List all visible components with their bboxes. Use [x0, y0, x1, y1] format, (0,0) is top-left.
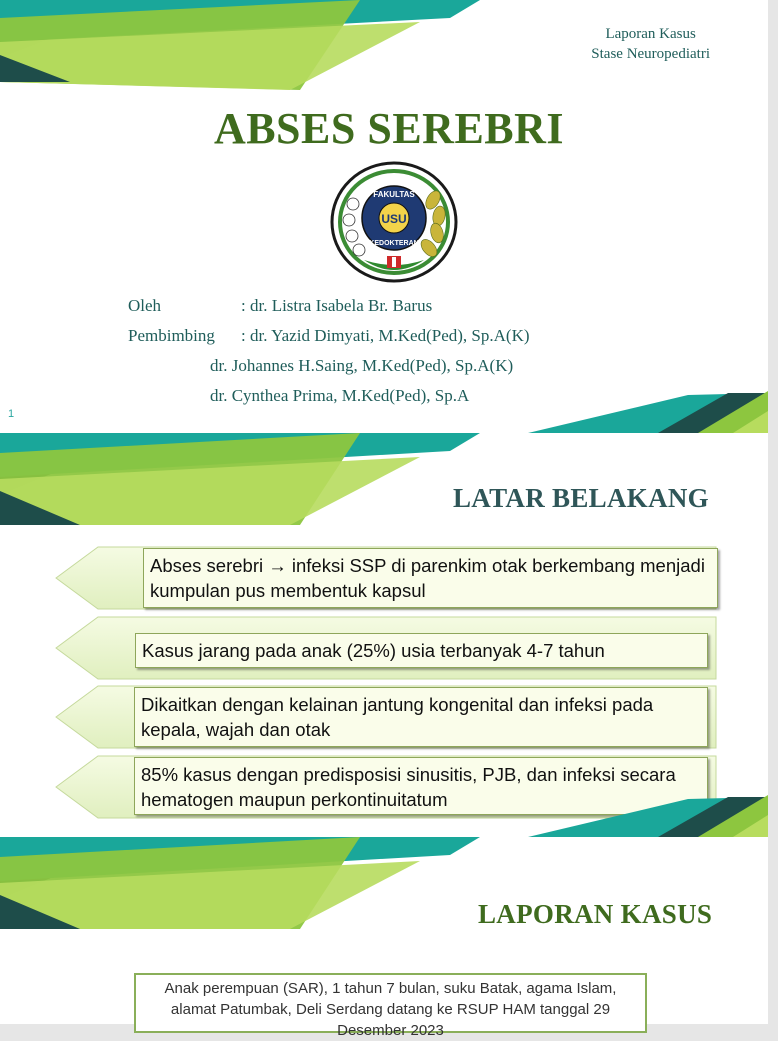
header-line-2: Stase Neuropediatri	[591, 46, 710, 62]
bottom-right-decoration	[528, 393, 768, 433]
pembimbing-value: : dr. Yazid Dimyati, M.Ked(Ped), Sp.A(K)	[241, 326, 530, 345]
item-text-box: 85% kasus dengan predisposisi sinusitis, PJB, dan infeksi secara hematogen maupun perkontinuitatum	[134, 757, 708, 815]
slide-1	[0, 0, 768, 433]
logo-bottom-text: KEDOKTERAN	[369, 240, 419, 247]
slide-number: 1	[8, 408, 15, 420]
list-item	[56, 686, 718, 748]
oleh-value: : dr. Listra Isabela Br. Barus	[241, 296, 433, 315]
header-line-1: Laporan Kasus	[605, 26, 696, 42]
faculty-seal-logo	[329, 160, 459, 284]
top-left-decoration	[0, 433, 480, 525]
top-left-decoration	[0, 837, 480, 929]
logo-center-text: USU	[381, 212, 407, 226]
pembimbing-label: Pembimbing	[128, 326, 215, 345]
list-item	[56, 617, 718, 679]
item-text-box: Dikaitkan dengan kelainan jantung kongenital dan infeksi pada kepala, wajah dan otak	[134, 687, 708, 747]
header-text	[591, 24, 710, 64]
case-summary-box: Anak perempuan (SAR), 1 tahun 7 bulan, suku Batak, agama Islam, alamat Patumbak, Deli Serdang datang ke RSUP HAM tanggal 29 Desember 2023	[134, 973, 647, 1033]
oleh-label: Oleh	[128, 296, 162, 315]
list-item	[56, 547, 718, 609]
pembimbing-2: dr. Johannes H.Saing, M.Ked(Ped), Sp.A(K)	[210, 356, 514, 375]
section-title: LAPORAN KASUS	[478, 899, 713, 929]
pembimbing-3: dr. Cynthea Prima, M.Ked(Ped), Sp.A	[210, 386, 470, 405]
top-left-decoration	[0, 0, 480, 82]
slide-title: ABSES SEREBRI	[213, 104, 565, 153]
item-text-box: Kasus jarang pada anak (25%) usia terbanyak 4-7 tahun	[135, 633, 708, 668]
slide-2	[0, 433, 768, 837]
section-title: LATAR BELAKANG	[453, 483, 709, 513]
item-text-box: Abses serebri → infeksi SSP di parenkim otak berkembang menjadi kumpulan pus membentuk kapsul	[143, 548, 718, 608]
slide-3	[0, 837, 768, 1039]
logo-top-text: FAKULTAS	[373, 190, 415, 199]
bottom-right-decoration	[528, 797, 768, 837]
